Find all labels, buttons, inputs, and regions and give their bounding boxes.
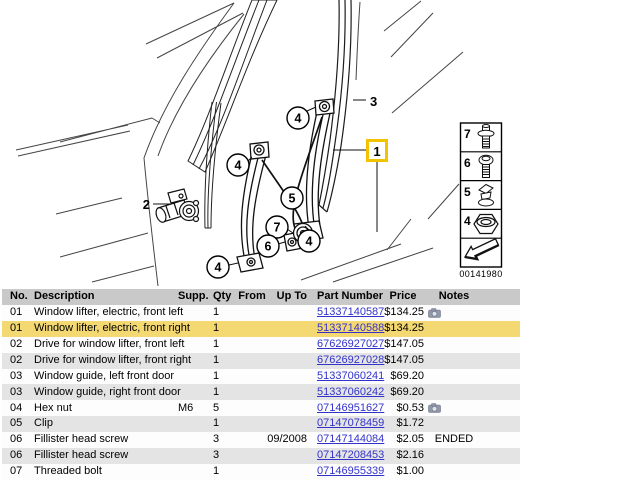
cell-qty: 1 [213,322,220,335]
svg-text:4: 4 [305,234,313,249]
cell-no: 03 [10,385,23,398]
cell-description: Window guide, right front door [34,385,181,398]
column-header-from: From [238,290,266,303]
cell-qty: 3 [213,433,220,446]
table-row [2,416,520,432]
cell-description: Drive for window lifter, front left [34,337,185,350]
column-header-supp: Supp. [178,290,209,303]
part-number-link[interactable]: 07146955339 [317,465,385,478]
hex-nut-icon [474,215,498,234]
windshield-wiper-icon [16,118,160,156]
callout-6-circle [257,235,279,257]
part-number-link[interactable]: 51337140587 [317,306,385,319]
callout-5-circle [281,187,303,209]
fender-lines [56,198,154,282]
svg-text:4: 4 [294,111,302,126]
cell-no: 02 [10,337,23,350]
cell-notes: ENDED [434,433,474,446]
column-header-no: No. [10,290,28,303]
table-row [2,464,520,480]
photo-icon[interactable] [428,403,441,413]
svg-text:4: 4 [214,260,222,275]
part-number-link[interactable]: 51337060241 [317,369,385,382]
cell-no: 03 [10,369,23,382]
column-header-qty: Qty [213,290,232,303]
legend-num-5: 5 [464,185,471,199]
cell-no: 05 [10,417,23,430]
table-header [2,289,520,305]
legend-box [461,123,502,267]
parts-table [2,289,520,480]
callout-4-circle [227,154,249,176]
callout-2-label: 2 [142,197,150,212]
part-number-link[interactable]: 51337140588 [317,322,385,335]
cell-qty: 1 [213,385,220,398]
cell-price: $69.20 [390,385,424,398]
cell-supp: M6 [178,401,194,414]
table-row [2,432,520,448]
cell-qty: 1 [213,369,220,382]
cell-description: Fillister head screw [34,449,129,462]
cell-price: $1.00 [396,465,424,478]
callout-4-circle [287,107,309,129]
svg-text:1: 1 [373,144,381,159]
table-row [2,400,520,416]
cell-price: $2.05 [396,433,424,446]
cell-price: $2.16 [396,449,424,462]
cell-no: 01 [10,322,23,335]
part-number-link[interactable]: 07147078459 [317,417,385,430]
cell-price: $134.25 [384,306,424,319]
cell-no: 02 [10,353,23,366]
part-number-link[interactable]: 07147208453 [317,449,385,462]
cell-price: $134.25 [384,322,424,335]
diagram-number: 00141980 [459,269,503,279]
table-row [2,321,520,337]
cell-price: $147.05 [384,353,424,366]
cell-description: Window guide, left front door [34,369,175,382]
part-number-link[interactable]: 67626927028 [317,353,385,366]
cell-description: Fillister head screw [34,433,129,446]
table-row [2,353,520,369]
svg-text:6: 6 [264,239,272,254]
cell-qty: 1 [213,306,220,319]
cell-qty: 1 [213,337,220,350]
cell-description: Drive for window lifter, front right [34,353,192,366]
cell-price: $147.05 [384,337,424,350]
table-row [2,384,520,400]
callout-4-circle [207,256,229,278]
column-header-price: Price [389,290,417,303]
table-row [2,337,520,353]
cell-description: Threaded bolt [34,465,102,478]
callout-1-highlight [368,141,387,161]
cell-qty: 1 [213,353,220,366]
column-header-description: Description [34,290,95,303]
cell-no: 06 [10,449,23,462]
circled-callouts [207,107,320,278]
cell-qty: 1 [213,417,220,430]
cell-description: Hex nut [34,401,72,414]
svg-text:7: 7 [273,220,281,235]
svg-text:4: 4 [234,158,242,173]
table-row [2,305,520,321]
cell-no: 01 [10,306,23,319]
lifter-right-rail [306,99,334,228]
cell-upto: 09/2008 [267,433,307,446]
cell-no: 06 [10,433,23,446]
table-body [2,305,520,480]
cell-price: $69.20 [390,369,424,382]
column-header-part-number: Part Number [317,290,384,303]
cell-description: Window lifter, electric, front right [34,322,190,335]
cell-price: $1.72 [396,417,424,430]
legend-num-6: 6 [464,156,471,170]
column-header-upto: Up To [276,290,307,303]
part-number-link[interactable]: 07146951627 [317,401,385,414]
cell-description: Window lifter, electric, front left [34,306,184,319]
part-number-link[interactable]: 07147144084 [317,433,385,446]
callout-3-label: 3 [370,94,378,109]
part-number-link[interactable]: 51337060242 [317,385,385,398]
window-lifter-motor [154,189,198,224]
photo-icon[interactable] [428,308,441,318]
cell-qty: 1 [213,465,220,478]
legend-num-7: 7 [464,127,471,141]
table-row [2,369,520,385]
cell-no: 04 [10,401,23,414]
table-row [2,448,520,464]
part-number-link[interactable]: 67626927027 [317,337,385,350]
cell-qty: 3 [213,449,220,462]
cell-no: 07 [10,465,23,478]
column-header-notes: Notes [438,290,470,303]
svg-text:5: 5 [288,191,296,206]
cell-price: $0.53 [396,401,424,414]
callout-4-circle [298,230,320,252]
legend-num-4: 4 [464,214,471,228]
cell-description: Clip [34,417,53,430]
cell-qty: 5 [213,401,220,414]
